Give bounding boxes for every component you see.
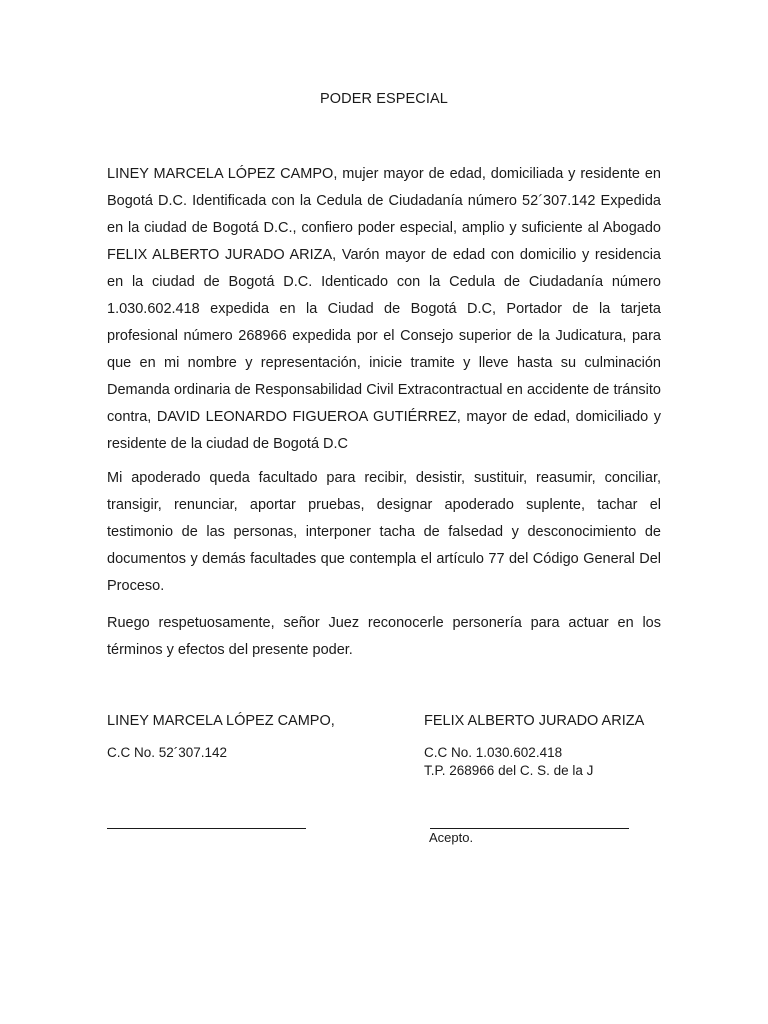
paragraph-grant-of-power: LINEY MARCELA LÓPEZ CAMPO, mujer mayor de edad, domiciliada y residente en Bogotá D.C. Identificada con la Cedula de Ciudadanía número 52´307.142 Expedida en la ciudad de Bogotá D.C., confiero poder especial, amplio y suficiente al Abogado FELIX ALBERTO JURADO ARIZA, Varón mayor de edad con domicilio y residencia en la ciudad de Bogotá D.C. Identicado con la Cedula de Ciudadanía número 1.030.602.418 expedida en la Ciudad de Bogotá D.C, Portador de la tarjeta profesional número 268966 expedida por el Consejo superior de la Judicatura, para que en mi nombre y representación, inicie tramite y lleve hasta su culminación Demanda ordinaria de Responsabilidad Civil Extracontractual en accidente de tránsito contra, DAVID LEONARDO FIGUEROA GUTIÉRREZ, mayor de edad, domiciliado y residente de la ciudad de Bogotá D.C <box>107 166 661 452</box>
acceptance-label: Acepto. <box>429 830 474 845</box>
document-title: PODER ESPECIAL <box>320 91 448 107</box>
grantor-name: LINEY MARCELA LÓPEZ CAMPO, <box>107 713 335 729</box>
grantor-signature-line <box>107 828 306 829</box>
paragraph-request: Ruego respetuosamente, señor Juez reconocerle personería para actuar en los términos y efectos del presente poder. <box>107 615 661 658</box>
attorney-name: FELIX ALBERTO JURADO ARIZA <box>424 713 645 729</box>
attorney-id-number: C.C No. 1.030.602.418 <box>424 745 563 760</box>
attorney-professional-card: T.P. 268966 del C. S. de la J <box>424 763 594 778</box>
grantor-id-number: C.C No. 52´307.142 <box>107 745 228 760</box>
attorney-signature-line <box>430 828 629 829</box>
paragraph-faculties: Mi apoderado queda facultado para recibir, desistir, sustituir, reasumir, conciliar, transigir, renunciar, aportar pruebas, designar apoderado suplente, tachar el testimonio de las personas, interponer tacha de falsedad y desconocimiento de documentos y demás facultades que contempla el artículo 77 del Código General Del Proceso. <box>107 470 661 594</box>
